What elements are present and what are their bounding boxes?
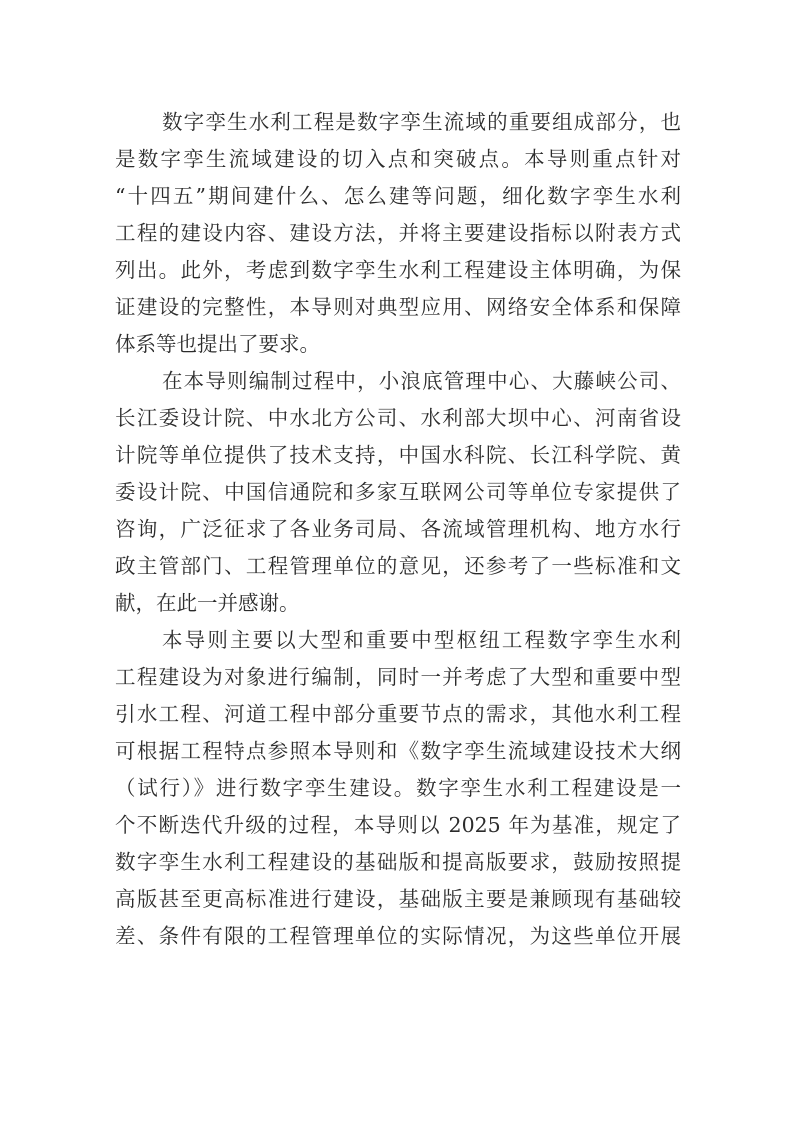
paragraph-2-line-4: 委设计院、中国信通院和多家互联网公司等单位专家提供了 <box>115 480 681 504</box>
paragraph-1-line-6: 证建设的完整性，本导则对典型应用、网络安全体系和保障 <box>115 295 681 319</box>
paragraph-3-line-3: 引水工程、河道工程中部分重要节点的需求，其他水利工程 <box>115 702 681 726</box>
paragraph-2-line-5: 咨询，广泛征求了各业务司局、各流域管理机构、地方水行 <box>115 517 681 541</box>
paragraph-2-line-7: 献，在此一并感谢。 <box>115 591 300 615</box>
paragraph-3-line-1: 本导则主要以大型和重要中型枢纽工程数字孪生水利 <box>162 628 681 652</box>
paragraph-1-line-4: 工程的建设内容、建设方法，并将主要建设指标以附表方式 <box>115 221 681 245</box>
paragraph-1-line-7: 体系等也提出了要求。 <box>115 332 320 356</box>
paragraph-2-line-3: 计院等单位提供了技术支持，中国水科院、长江科学院、黄 <box>115 443 681 467</box>
paragraph-1-line-1: 数字孪生水利工程是数字孪生流域的重要组成部分，也 <box>162 110 681 134</box>
paragraph-3-line-9: 差、条件有限的工程管理单位的实际情况，为这些单位开展 <box>115 924 681 948</box>
paragraph-2-line-2: 长江委设计院、中水北方公司、水利部大坝中心、河南省设 <box>115 406 681 430</box>
paragraph-3-line-5: （试行）》进行数字孪生建设。数字孪生水利工程建设是一 <box>115 776 681 800</box>
paragraph-1-line-5: 列出。此外，考虑到数字孪生水利工程建设主体明确，为保 <box>115 258 681 282</box>
paragraph-1-line-3: “十四五”期间建什么、怎么建等问题，细化数字孪生水利 <box>115 184 681 208</box>
paragraph-3-line-2: 工程建设为对象进行编制，同时一并考虑了大型和重要中型 <box>115 665 681 689</box>
body-text <box>115 104 681 955</box>
paragraph-3-line-6: 个不断迭代升级的过程，本导则以 2025 年为基准，规定了 <box>115 813 681 837</box>
paragraph-3-line-4: 可根据工程特点参照本导则和《数字孪生流域建设技术大纲 <box>115 739 681 763</box>
paragraph-2-line-1: 在本导则编制过程中，小浪底管理中心、大藤峡公司、 <box>162 369 681 393</box>
paragraph-3-line-8: 高版甚至更高标准进行建设，基础版主要是兼顾现有基础较 <box>115 887 681 911</box>
paragraph-2-line-6: 政主管部门、工程管理单位的意见，还参考了一些标准和文 <box>115 554 681 578</box>
paragraph-3-line-7: 数字孪生水利工程建设的基础版和提高版要求，鼓励按照提 <box>115 850 681 874</box>
paragraph-1-line-2: 是数字孪生流域建设的切入点和突破点。本导则重点针对 <box>115 147 681 171</box>
